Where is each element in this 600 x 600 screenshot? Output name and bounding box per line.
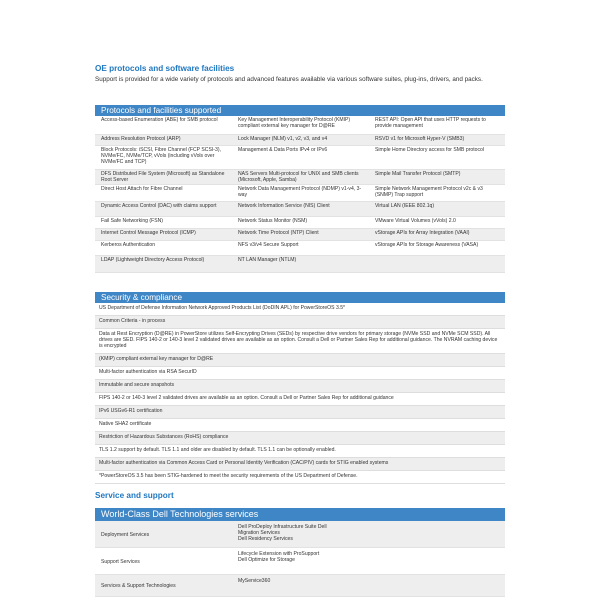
service-table	[95, 521, 505, 597]
protocol-row	[95, 217, 505, 229]
protocol-cell: Access-based Enumeration (ABE) for SMB protocol	[95, 116, 232, 135]
security-item: *PowerStoreOS 3.5 has been STIG-hardened to meet the security requirements of the US Department of Defense.	[95, 471, 505, 484]
protocols-section	[95, 105, 505, 273]
protocol-cell: Key Management Interoperability Protocol (KMIP) compliant external key manager for D@RE	[232, 116, 369, 135]
protocol-row	[95, 185, 505, 202]
security-item: (KMIP) compliant external key manager for D@RE	[95, 354, 505, 367]
protocol-cell: Direct Host Attach for Fibre Channel	[95, 185, 232, 202]
service-row	[95, 575, 505, 597]
security-item: Restriction of Hazardous Substances (RoHS) compliance	[95, 432, 505, 445]
oe-section-title: OE protocols and software facilities	[95, 64, 235, 73]
protocol-cell: NFS v3/v4 Secure Support	[232, 241, 369, 256]
security-item: Native SHA2 certificate	[95, 419, 505, 432]
protocol-cell: Network Status Monitor (NSM)	[232, 217, 369, 229]
protocols-table	[95, 116, 505, 273]
security-row	[95, 367, 505, 380]
security-row	[95, 393, 505, 406]
service-item: Migration Services	[238, 530, 280, 536]
security-item: Common Criteria - in process	[95, 316, 505, 329]
protocol-cell: vStorage APIs for Storage Awareness (VASA)	[369, 241, 505, 256]
protocol-row	[95, 116, 505, 135]
service-item: Dell Optimize for Storage	[238, 557, 295, 563]
protocol-cell: Address Resolution Protocol (ARP)	[95, 135, 232, 146]
protocols-header: Protocols and facilities supported	[95, 105, 505, 116]
protocol-cell: Lock Manager (NLM) v1, v2, v3, and v4	[232, 135, 369, 146]
security-row	[95, 316, 505, 329]
security-row	[95, 303, 505, 316]
security-row	[95, 329, 505, 354]
protocol-cell: Block Protocols: iSCSI, Fibre Channel (FCP SCSI-3), NVMe/FC, NVMe/TCP, vVols (including vVols over NVMe/FC and TCP)	[95, 146, 232, 170]
security-section	[95, 292, 505, 484]
protocol-row	[95, 256, 505, 273]
security-item: Data at Rest Encryption (D@RE) in PowerStore utilizes Self-Encrypting Drives (SEDs) by respective drive vendors for primary storage (NVMe SSD and NVMe SCM SSD). All drives are SED. FIPS 140-2 or 140-3 level 2 validated drives are available as an option. Consult a Dell or Partner Sales Rep for additional guidance. The NVRAM caching device is encrypted	[95, 329, 505, 354]
service-row	[95, 521, 505, 548]
service-item: Dell Residency Services	[238, 536, 293, 542]
service-section	[95, 508, 505, 597]
protocol-cell: Network Information Service (NIS) Client	[232, 202, 369, 217]
protocol-cell: vStorage APIs for Array Integration (VAAI)	[369, 229, 505, 241]
security-row	[95, 380, 505, 393]
service-name: Deployment Services	[95, 521, 232, 548]
security-item: Immutable and secure snapshots	[95, 380, 505, 393]
protocol-row	[95, 135, 505, 146]
protocol-cell: NAS Servers Multi-protocol for UNIX and SMB clients (Microsoft, Apple, Samba)	[232, 170, 369, 185]
service-section-title: Service and support	[95, 491, 174, 500]
service-items	[232, 548, 505, 575]
service-items	[232, 575, 505, 597]
oe-intro-text: Support is provided for a wide variety of protocols and advanced features available via various software suites, plug-ins, drivers, and packs.	[95, 76, 483, 83]
security-row	[95, 471, 505, 484]
security-row	[95, 406, 505, 419]
security-item: Multi-factor authentication via RSA SecurID	[95, 367, 505, 380]
protocol-cell	[369, 256, 505, 273]
service-item: MyService360	[238, 578, 271, 584]
protocol-cell: Kerberos Authentication	[95, 241, 232, 256]
service-name: Services & Support Technologies	[95, 575, 232, 597]
protocol-row	[95, 241, 505, 256]
protocol-row	[95, 229, 505, 241]
protocol-cell: RSVD v1 for Microsoft Hyper-V (SMB3)	[369, 135, 505, 146]
security-row	[95, 354, 505, 367]
security-row	[95, 419, 505, 432]
service-header: World-Class Dell Technologies services	[95, 508, 505, 521]
protocol-cell: DFS Distributed File System (Microsoft) as Standalone Root Server	[95, 170, 232, 185]
security-item: IPv6 USGv6-R1 certification	[95, 406, 505, 419]
security-row	[95, 432, 505, 445]
service-name: Support Services	[95, 548, 232, 575]
protocol-cell: REST API: Open API that uses HTTP requests to provide management	[369, 116, 505, 135]
security-table	[95, 303, 505, 484]
protocol-cell: Network Time Protocol (NTP) Client	[232, 229, 369, 241]
service-row	[95, 548, 505, 575]
protocol-cell: Dynamic Access Control (DAC) with claims support	[95, 202, 232, 217]
service-item: Dell ProDeploy Infrastructure Suite Dell	[238, 524, 327, 530]
protocol-cell: Internet Control Message Protocol (ICMP)	[95, 229, 232, 241]
protocol-cell: Management & Data Ports IPv4 or IPv6	[232, 146, 369, 170]
service-item: Lifecycle Extension with ProSupport	[238, 551, 320, 557]
security-header: Security & compliance	[95, 292, 505, 303]
protocol-cell: Virtual LAN (IEEE 802.1q)	[369, 202, 505, 217]
protocol-cell: Network Data Management Protocol (NDMP) v1-v4, 3-way	[232, 185, 369, 202]
protocol-row	[95, 170, 505, 185]
protocol-row	[95, 146, 505, 170]
security-row	[95, 445, 505, 458]
protocol-cell: VMware Virtual Volumes (vVols) 2.0	[369, 217, 505, 229]
protocol-cell: Fail Safe Networking (FSN)	[95, 217, 232, 229]
protocol-cell: Simple Mail Transfer Protocol (SMTP)	[369, 170, 505, 185]
protocol-row	[95, 202, 505, 217]
security-row	[95, 458, 505, 471]
security-item: US Department of Defense Information Network Approved Products List (DoDIN APL) for PowerStoreOS 3.5*	[95, 303, 505, 316]
protocol-cell: NT LAN Manager (NTLM)	[232, 256, 369, 273]
security-item: FIPS 140-2 or 140-3 level 2 validated drives are available as an option. Consult a Dell or Partner Sales Rep for additional guidance	[95, 393, 505, 406]
protocol-cell: Simple Home Directory access for SMB protocol	[369, 146, 505, 170]
protocol-cell: LDAP (Lightweight Directory Access Protocol)	[95, 256, 232, 273]
protocol-cell: Simple Network Management Protocol v2c & v3 (SNMP) Trap support	[369, 185, 505, 202]
service-items	[232, 521, 505, 548]
security-item: TLS 1.2 support by default. TLS 1.1 and older are disabled by default. TLS 1.1 can be optionally enabled.	[95, 445, 505, 458]
security-item: Multi-factor authentication via Common Access Card or Personal Identity Verification (CAC/PIV) cards for STIG enabled systems	[95, 458, 505, 471]
